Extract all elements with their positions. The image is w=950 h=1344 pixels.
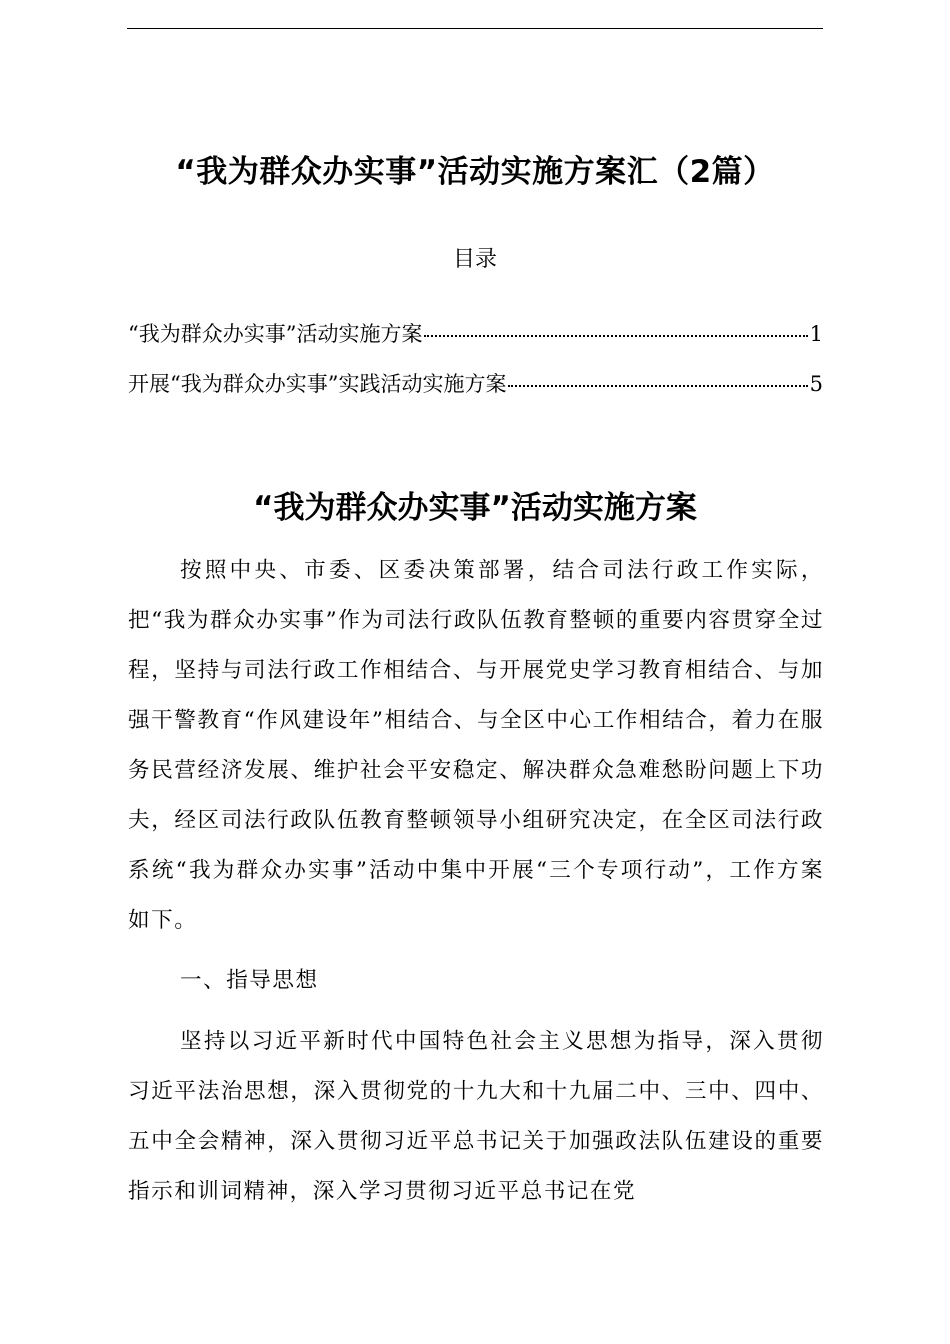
toc-entry-title: “我为群众办实事”活动实施方案 [128, 322, 423, 346]
toc-entry[interactable] [128, 366, 823, 402]
toc-dot-leader [508, 385, 807, 387]
document-title: “我为群众办实事”活动实施方案汇（2篇） [175, 154, 775, 190]
header-rule [127, 28, 823, 29]
toc-page-number: 5 [809, 372, 823, 396]
toc-entry[interactable] [128, 316, 823, 352]
toc-entry-title: 开展“我为群众办实事”实践活动实施方案 [128, 372, 507, 396]
guiding-paragraph: 坚持以习近平新时代中国特色社会主义思想为指导，深入贯彻习近平法治思想，深入贯彻党的十九大和十九届二中、三中、四中、五中全会精神，深入贯彻习近平总书记关于加强政法队伍建设的重要指示和训词精神，深入学习贯彻习近平总书记在党 [128, 1029, 824, 1204]
toc-page-number: 1 [809, 322, 823, 346]
toc-heading: 目录 [452, 247, 497, 272]
intro-paragraph: 按照中央、市委、区委决策部署，结合司法行政工作实际，把“我为群众办实事”作为司法行政队伍教育整顿的重要内容贯穿全过程，坚持与司法行政工作相结合、与开展党史学习教育相结合、与加强干警教育“作风建设年”相结合、与全区中心工作相结合，着力在服务民营经济发展、维护社会平安稳定、解决群众急难愁盼问题上下功夫，经区司法行政队伍教育整顿领导小组研究决定，在全区司法行政系统“我为群众办实事”活动中集中开展“三个专项行动”，工作方案如下。 [128, 558, 824, 933]
section-title: “我为群众办实事”活动实施方案 [253, 490, 697, 526]
section-heading-guiding-ideology: 一、指导思想 [180, 968, 319, 993]
toc-dot-leader [424, 335, 807, 337]
